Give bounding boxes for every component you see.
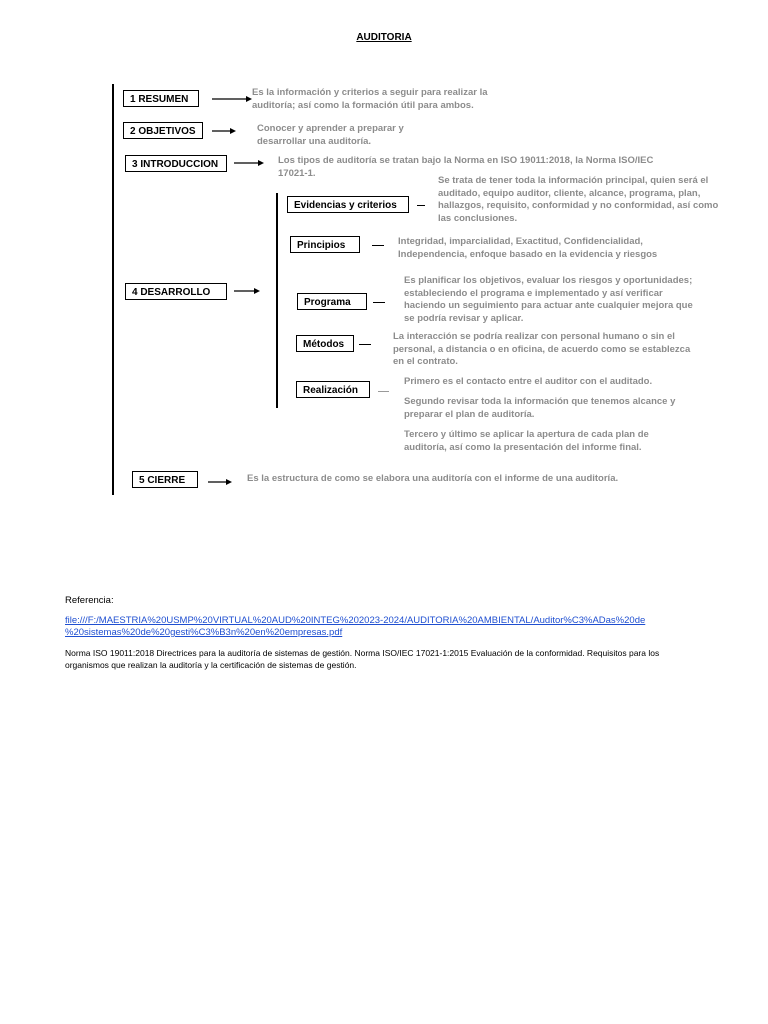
principios-box: Principios: [290, 236, 360, 253]
cierre-arrow-icon: [208, 477, 232, 487]
realizacion-text-3: Tercero y último se aplicar la apertura de cada plan de auditoría, así como la presentación del informe final.: [404, 429, 649, 453]
realizacion-connector: [378, 391, 389, 392]
resumen-arrow-icon: [212, 94, 252, 104]
reference-link-line-2[interactable]: %20sistemas%20de%20gesti%C3%B3n%20en%20empresas.pdf: [65, 627, 343, 638]
objetivos-arrow-icon: [212, 126, 236, 136]
metodos-text: La interacción se podría realizar con personal humano o sin el personal, a distancia o en oficina, de acuerdo como se establezca en el contrato.: [393, 331, 691, 367]
introduccion-text: Los tipos de auditoría se tratan bajo la Norma en ISO 19011:2018, la Norma ISO/IEC 17021-1.: [278, 155, 654, 179]
realizacion-text-2: Segundo revisar toda la información que tenemos alcance y preparar el plan de auditoría.: [404, 396, 676, 420]
realizacion-text-1: Primero es el contacto entre el auditor con el auditado.: [404, 376, 653, 387]
metodos-box: Métodos: [296, 335, 354, 352]
programa-text: Es planificar los objetivos, evaluar los riesgos y oportunidades; estableciendo el programa e implementado y así verificar haciendo un seguimiento para actuar ante cualquier mejora que se podría revisar y aplicar.: [404, 275, 693, 324]
principios-connector: [372, 245, 384, 246]
introduccion-arrow-icon: [234, 158, 264, 168]
desarrollo-bracket-line: [276, 193, 278, 408]
objetivos-box: 2 OBJETIVOS: [123, 122, 203, 139]
evidencias-box: Evidencias y criterios: [287, 196, 409, 213]
principios-text: Integridad, imparcialidad, Exactitud, Confidencialidad, Independencia, enfoque basado en la evidencia y riesgos: [398, 236, 658, 260]
programa-box: Programa: [297, 293, 367, 310]
cierre-box: 5 CIERRE: [132, 471, 198, 488]
resumen-box: 1 RESUMEN: [123, 90, 199, 107]
reference-link-line-1[interactable]: file:///F:/MAESTRIA%20USMP%20VIRTUAL%20AUD%20INTEG%202023-2024/AUDITORIA%20AMBIENTAL/Auditor%C3%ADas%20de: [65, 615, 646, 626]
programa-connector: [373, 302, 385, 303]
introduccion-box: 3 INTRODUCCION: [125, 155, 227, 172]
desarrollo-arrow-icon: [234, 286, 260, 296]
evidencias-text: Se trata de tener toda la información principal, quien será el auditado, equipo auditor, cliente, alcance, programa, plan, hallazgos, requisito, conformidad y no conformidad, así como las conclusiones.: [438, 175, 719, 224]
main-bracket-line: [112, 84, 114, 495]
metodos-connector: [359, 344, 371, 345]
reference-label: Referencia:: [65, 595, 114, 606]
cierre-text: Es la estructura de como se elabora una auditoría con el informe de una auditoría.: [247, 473, 619, 484]
realizacion-box: Realización: [296, 381, 370, 398]
resumen-text: Es la información y criterios a seguir para realizar la auditoría; así como la formación útil para ambos.: [252, 87, 488, 111]
reference-link[interactable]: [65, 615, 705, 639]
page-title: AUDITORIA: [356, 32, 412, 43]
reference-citation: Norma ISO 19011:2018 Directrices para la auditoría de sistemas de gestión. Norma ISO/IEC 17021-1:2015 Evaluación de la conformidad. Requisitos para los organismos que realizan la auditoría y la certificación de sistemas de gestión.: [65, 648, 660, 670]
desarrollo-box: 4 DESARROLLO: [125, 283, 227, 300]
objetivos-text: Conocer y aprender a preparar y desarrollar una auditoría.: [257, 123, 404, 147]
evidencias-connector: [417, 205, 425, 206]
